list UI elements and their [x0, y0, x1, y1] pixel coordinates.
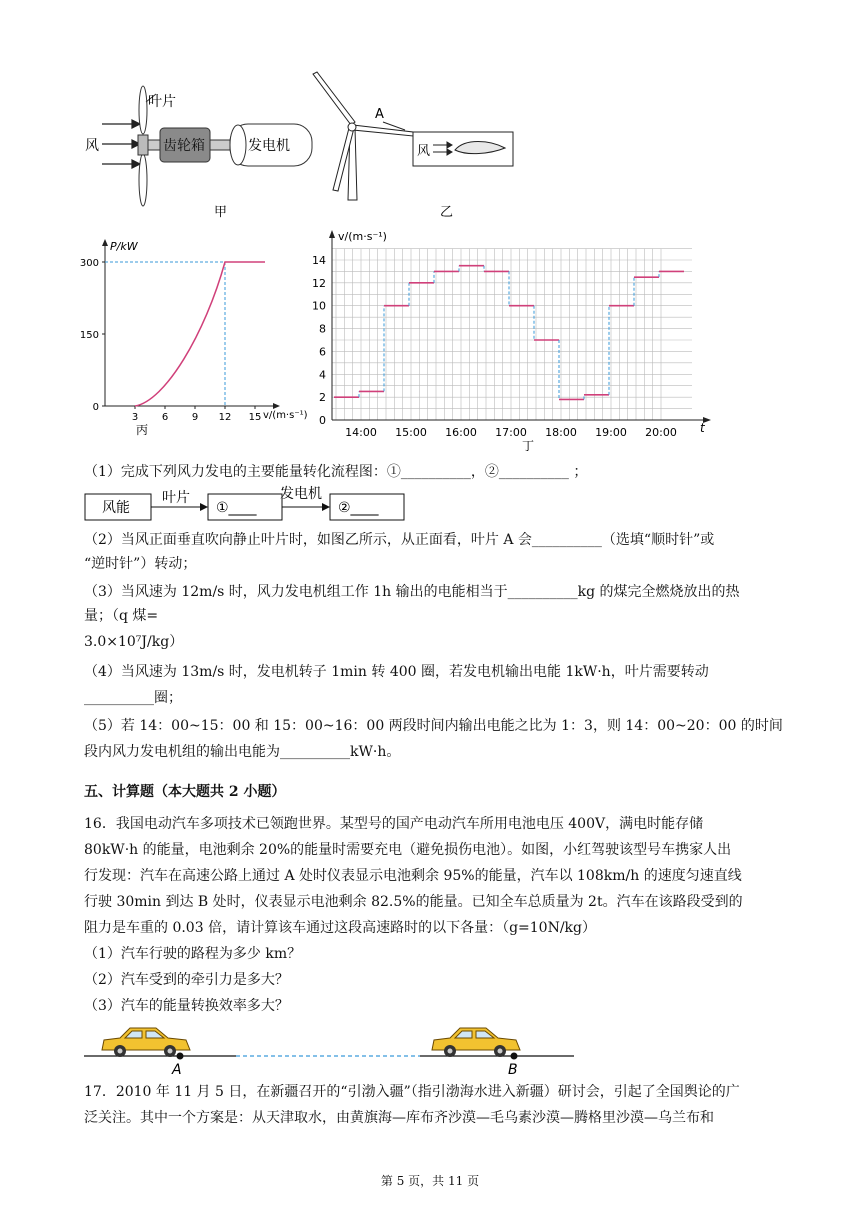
q16-line5: 阻力是车重的 0.03 倍，请计算该车通过这段高速路时的以下各量：（g=10N/kg）	[84, 920, 596, 936]
q15-part4a: （4）当风速为 13m/s 时，发电机转子 1min 转 400 圈，若发电机输出电能 1kW·h，叶片需要转动	[84, 664, 709, 680]
x-tick-label: 15	[248, 412, 262, 423]
point-a-dot	[177, 1053, 184, 1060]
turbine-blade-right	[353, 125, 413, 136]
energy-flow-diagram	[84, 484, 414, 524]
generator-label: 发电机	[248, 138, 290, 154]
y-tick-label: 300	[80, 258, 99, 269]
x-tick-label: 6	[161, 412, 169, 423]
point-a-label: A	[172, 1062, 182, 1076]
y-tick-label: 0	[319, 414, 326, 427]
power-curve	[135, 262, 265, 406]
chart-bing-power-vs-speed	[80, 236, 320, 440]
y-axis-arrow	[329, 230, 335, 238]
q16-line4: 行驶 30min 到达 B 处时，仪表显示电池剩余 82.5%的能量。已知全车总质量为 2t。汽车在该路段受到的	[84, 894, 743, 910]
road-illustration	[84, 1020, 584, 1076]
flow-box-1-label: ①____	[216, 500, 257, 516]
y-tick-label: 4	[319, 368, 326, 382]
x-tick-label: 12	[218, 412, 232, 423]
q16-line3: 行发现：汽车在高速公路上通过 A 处时仪表显示电池剩余 95%的能量，汽车以 108km/h 的速度匀速直线	[84, 868, 742, 884]
caption-ding: 丁	[522, 439, 535, 453]
gearbox-label: 齿轮箱	[163, 138, 205, 154]
blade-label: 叶片	[148, 94, 176, 110]
q15-part5a: （5）若 14：00~15：00 和 15：00~16：00 两段时间内输出电能之比为 1：3，则 14：00~20：00 的时间	[84, 718, 783, 734]
q16-line1: 16．我国电动汽车多项技术已领跑世界。某型号的国产电动汽车所用电池电压 400V，满电时能存储	[84, 816, 704, 832]
caption-jia: 甲	[214, 205, 228, 220]
x-tick-label: 17:00	[495, 426, 527, 439]
shaft-1	[148, 140, 160, 150]
q17-line2: 泛关注。其中一个方案是：从天津取水，由黄旗海—库布齐沙漠—毛乌素沙漠—腾格里沙漠—乌兰布和	[84, 1110, 714, 1126]
chart-ding-speed-vs-time	[300, 224, 720, 454]
page-footer: 第 5 页，共 11 页	[380, 1174, 480, 1188]
q15-part2b: “逆时针”）转动；	[84, 556, 197, 572]
q17-line1: 17．2010 年 11 月 5 日，在新疆召开的“引渤入疆”（指引渤海水进入新疆）研讨会，引起了全国舆论的广	[84, 1084, 740, 1100]
y-tick-label: 14	[312, 254, 326, 267]
figure-jia-turbine-schematic	[80, 80, 320, 220]
q16-sub2: （2）汽车受到的牵引力是多大？	[84, 972, 289, 988]
x-tick-label: 15:00	[395, 426, 427, 439]
point-b-dot	[511, 1053, 518, 1060]
car-icon	[102, 1028, 190, 1057]
x-axis-label: v/(m·s⁻¹)	[263, 410, 308, 421]
x-tick-label: 9	[191, 412, 199, 423]
x-tick-label: 16:00	[445, 426, 477, 439]
q16-sub1: （1）汽车行驶的路程为多少 km？	[84, 946, 302, 962]
inset-wind-label: 风	[417, 144, 431, 159]
x-axis-label: t	[700, 421, 705, 435]
y-tick-label: 2	[319, 391, 326, 405]
q16-line2: 80kW·h 的能量，电池剩余 20%的能量时需要充电（避免损伤电池）。如图，小红驾驶该型号车携家人出	[84, 842, 732, 858]
q15-part3c: 3.0×10⁷J/kg）	[84, 634, 184, 650]
q15-part4b: __________圈；	[84, 690, 182, 706]
y-tick-label: 12	[312, 276, 326, 290]
q15-part2a: （2）当风正面垂直吹向静止叶片时，如图乙所示，从正面看，叶片 A 会__________（选填“顺时针”或	[84, 532, 715, 548]
y-tick-label: 6	[319, 345, 326, 359]
q15-part5b: 段内风力发电机组的输出电能为__________kW·h。	[84, 744, 401, 760]
generator-face	[230, 125, 246, 165]
wind-arrows	[102, 120, 140, 168]
wind-label: 风	[85, 138, 99, 154]
x-tick-label: 20:00	[645, 426, 677, 439]
x-axis-arrow	[273, 403, 280, 409]
x-tick-label: 3	[131, 412, 139, 423]
section-heading: 五、计算题（本大题共 2 小题）	[84, 784, 286, 800]
x-tick-label: 18:00	[545, 426, 577, 439]
car-icon	[432, 1028, 520, 1057]
q15-part3a: （3）当风速为 12m/s 时，风力发电机组工作 1h 输出的电能相当于__________kg 的煤完全燃烧放出的热	[84, 584, 740, 600]
flow-box-wind-energy-label: 风能	[102, 500, 130, 516]
y-axis-label: P/kW	[110, 240, 138, 253]
x-tick-label: 14:00	[345, 426, 377, 439]
flow-arrow-1-head	[200, 503, 208, 511]
caption-yi: 乙	[440, 205, 454, 220]
label-a: A	[375, 107, 384, 122]
caption-bing: 丙	[136, 423, 149, 437]
q16-sub3: （3）汽车的能量转换效率多大？	[84, 998, 289, 1014]
nacelle	[348, 123, 356, 131]
y-tick-label: 10	[312, 299, 326, 313]
hub	[138, 135, 148, 155]
y-axis-arrow	[102, 239, 108, 246]
y-tick-label: 150	[80, 330, 99, 341]
point-b-label: B	[508, 1062, 518, 1076]
flow-arrow-2-label: 发电机	[280, 486, 322, 502]
y-axis-label: v/(m·s⁻¹)	[338, 230, 387, 243]
x-tick-label: 19:00	[595, 426, 627, 439]
shaft-2	[210, 140, 230, 150]
y-tick-label: 0	[92, 402, 99, 413]
blade-top	[139, 86, 147, 134]
flow-box-2-label: ②____	[338, 500, 379, 516]
q15-part1: （1）完成下列风力发电的主要能量转化流程图：①__________，②__________ ；	[84, 464, 588, 480]
turbine-blade-upper	[313, 72, 355, 125]
figure-yi-wind-turbine	[305, 70, 525, 220]
q15-part3b: 量；（q 煤=	[84, 608, 159, 624]
flow-arrow-2-head	[322, 503, 330, 511]
flow-arrow-1-label: 叶片	[162, 490, 190, 506]
y-tick-label: 8	[319, 322, 326, 336]
blade-bottom	[139, 154, 147, 206]
